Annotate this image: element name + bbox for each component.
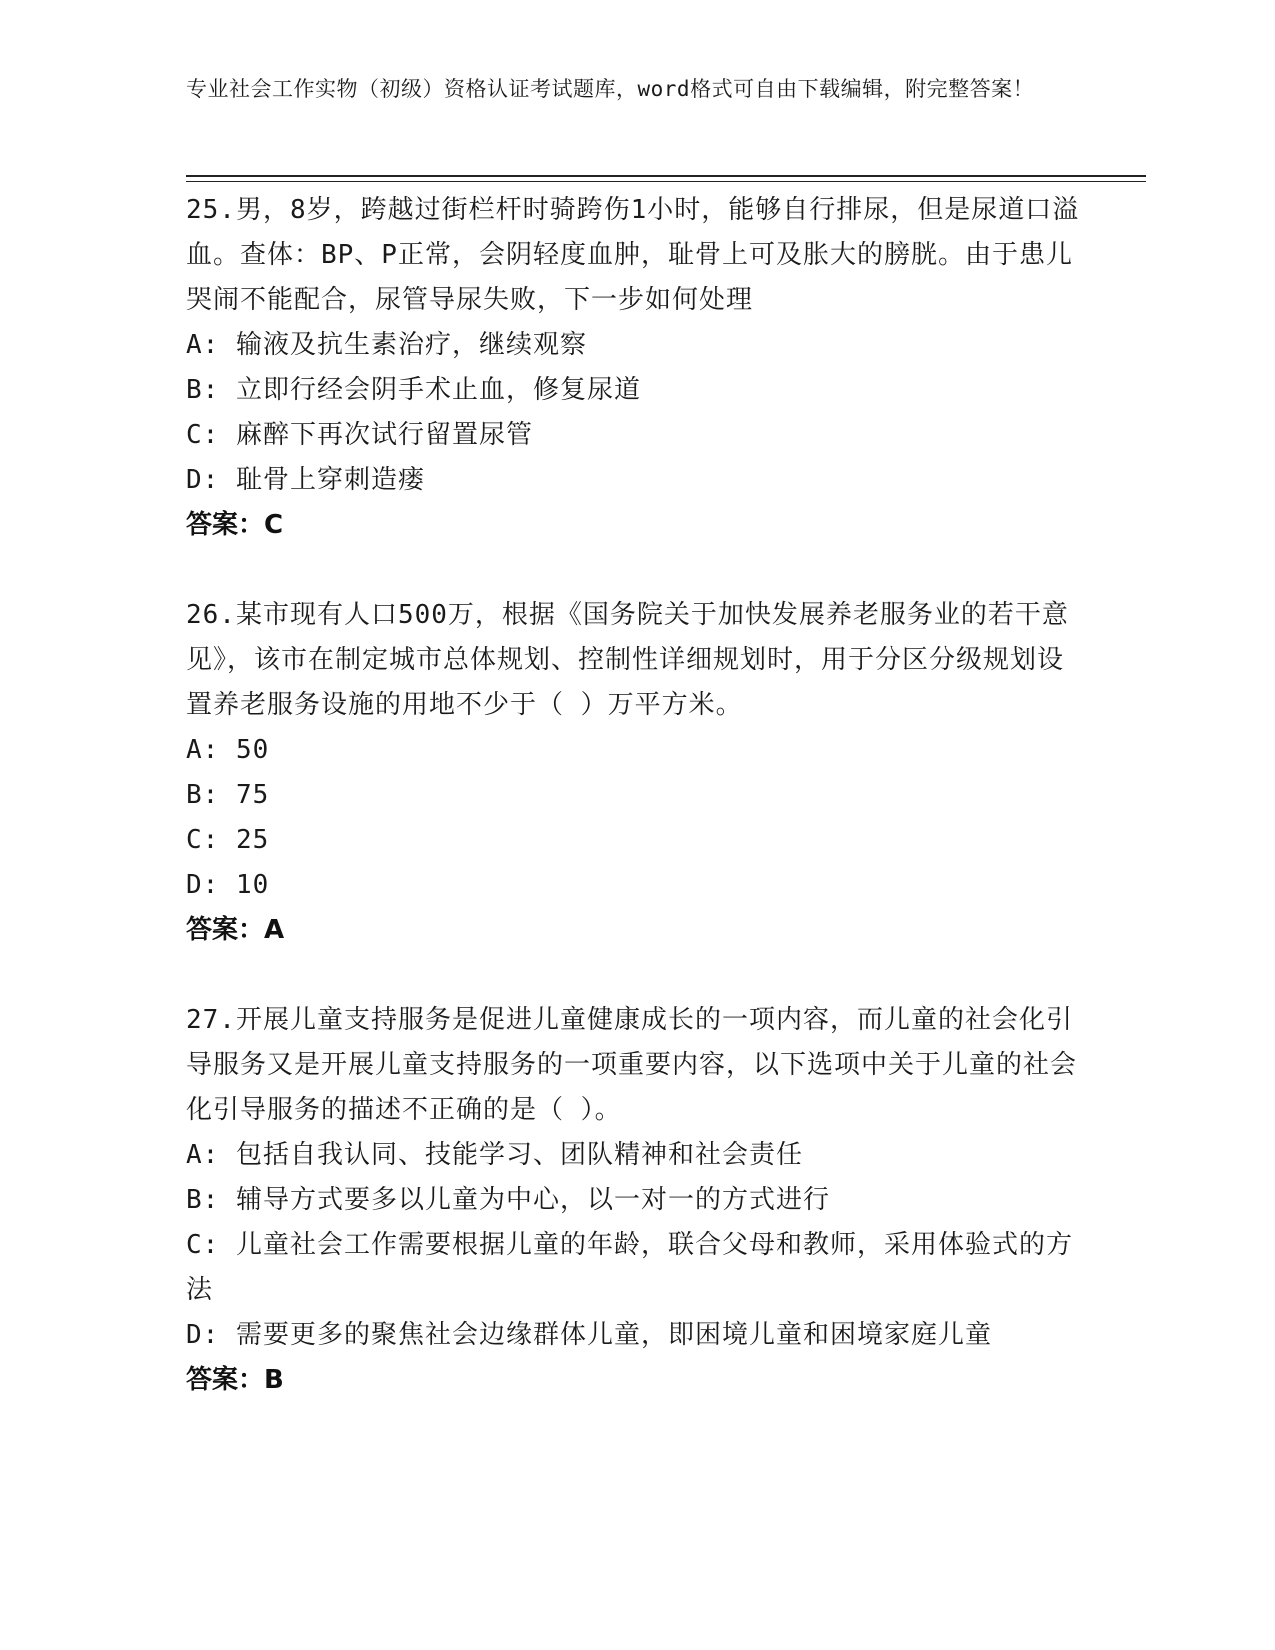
answer: 答案：C <box>186 510 284 540</box>
option-d: D: 需要更多的聚焦社会边缘群体儿童，即困境儿童和困境家庭儿童 <box>186 1320 992 1350</box>
option-c: C: 25 <box>186 825 270 855</box>
spacer <box>186 953 1086 998</box>
answer: 答案：B <box>186 1365 284 1395</box>
option-d: D: 耻骨上穿刺造瘘 <box>186 465 425 495</box>
question-stem: 26.某市现有人口500万，根据《国务院关于加快发展养老服务业的若干意见》，该市在制定城市总体规划、控制性详细规划时，用于分区分级规划设置养老服务设施的用地不少于（ ）万平方米。 <box>186 600 1069 720</box>
header-divider-thin <box>186 181 1146 182</box>
header-text: 专业社会工作实物（初级）资格认证考试题库，word格式可自由下载编辑，附完整答案！ <box>186 77 1035 101</box>
option-b: B: 立即行经会阴手术止血，修复尿道 <box>186 375 641 405</box>
question-list <box>186 188 1086 1403</box>
answer: 答案：A <box>186 915 285 945</box>
option-b: B: 75 <box>186 780 270 810</box>
question-25 <box>186 188 1086 548</box>
question-26 <box>186 593 1086 953</box>
option-d: D: 10 <box>186 870 270 900</box>
question-stem: 25.男，8岁，跨越过街栏杆时骑跨伤1小时，能够自行排尿，但是尿道口溢血。查体：BP、P正常，会阴轻度血肿，耻骨上可及胀大的膀胱。由于患儿哭闹不能配合，尿管导尿失败，下一步如何处理 <box>186 195 1080 315</box>
option-c: C: 儿童社会工作需要根据儿童的年龄，联合父母和教师，采用体验式的方法 <box>186 1230 1073 1305</box>
option-a: A: 输液及抗生素治疗，继续观察 <box>186 330 587 360</box>
document-header <box>186 74 1066 105</box>
option-c: C: 麻醉下再次试行留置尿管 <box>186 420 533 450</box>
question-stem: 27.开展儿童支持服务是促进儿童健康成长的一项内容，而儿童的社会化引导服务又是开展儿童支持服务的一项重要内容，以下选项中关于儿童的社会化引导服务的描述不正确的是（ ）。 <box>186 1005 1078 1125</box>
option-a: A: 50 <box>186 735 270 765</box>
question-27 <box>186 998 1086 1403</box>
header-divider-thick <box>186 175 1146 177</box>
option-a: A: 包括自我认同、技能学习、团队精神和社会责任 <box>186 1140 803 1170</box>
spacer <box>186 548 1086 593</box>
option-b: B: 辅导方式要多以儿童为中心，以一对一的方式进行 <box>186 1185 830 1215</box>
